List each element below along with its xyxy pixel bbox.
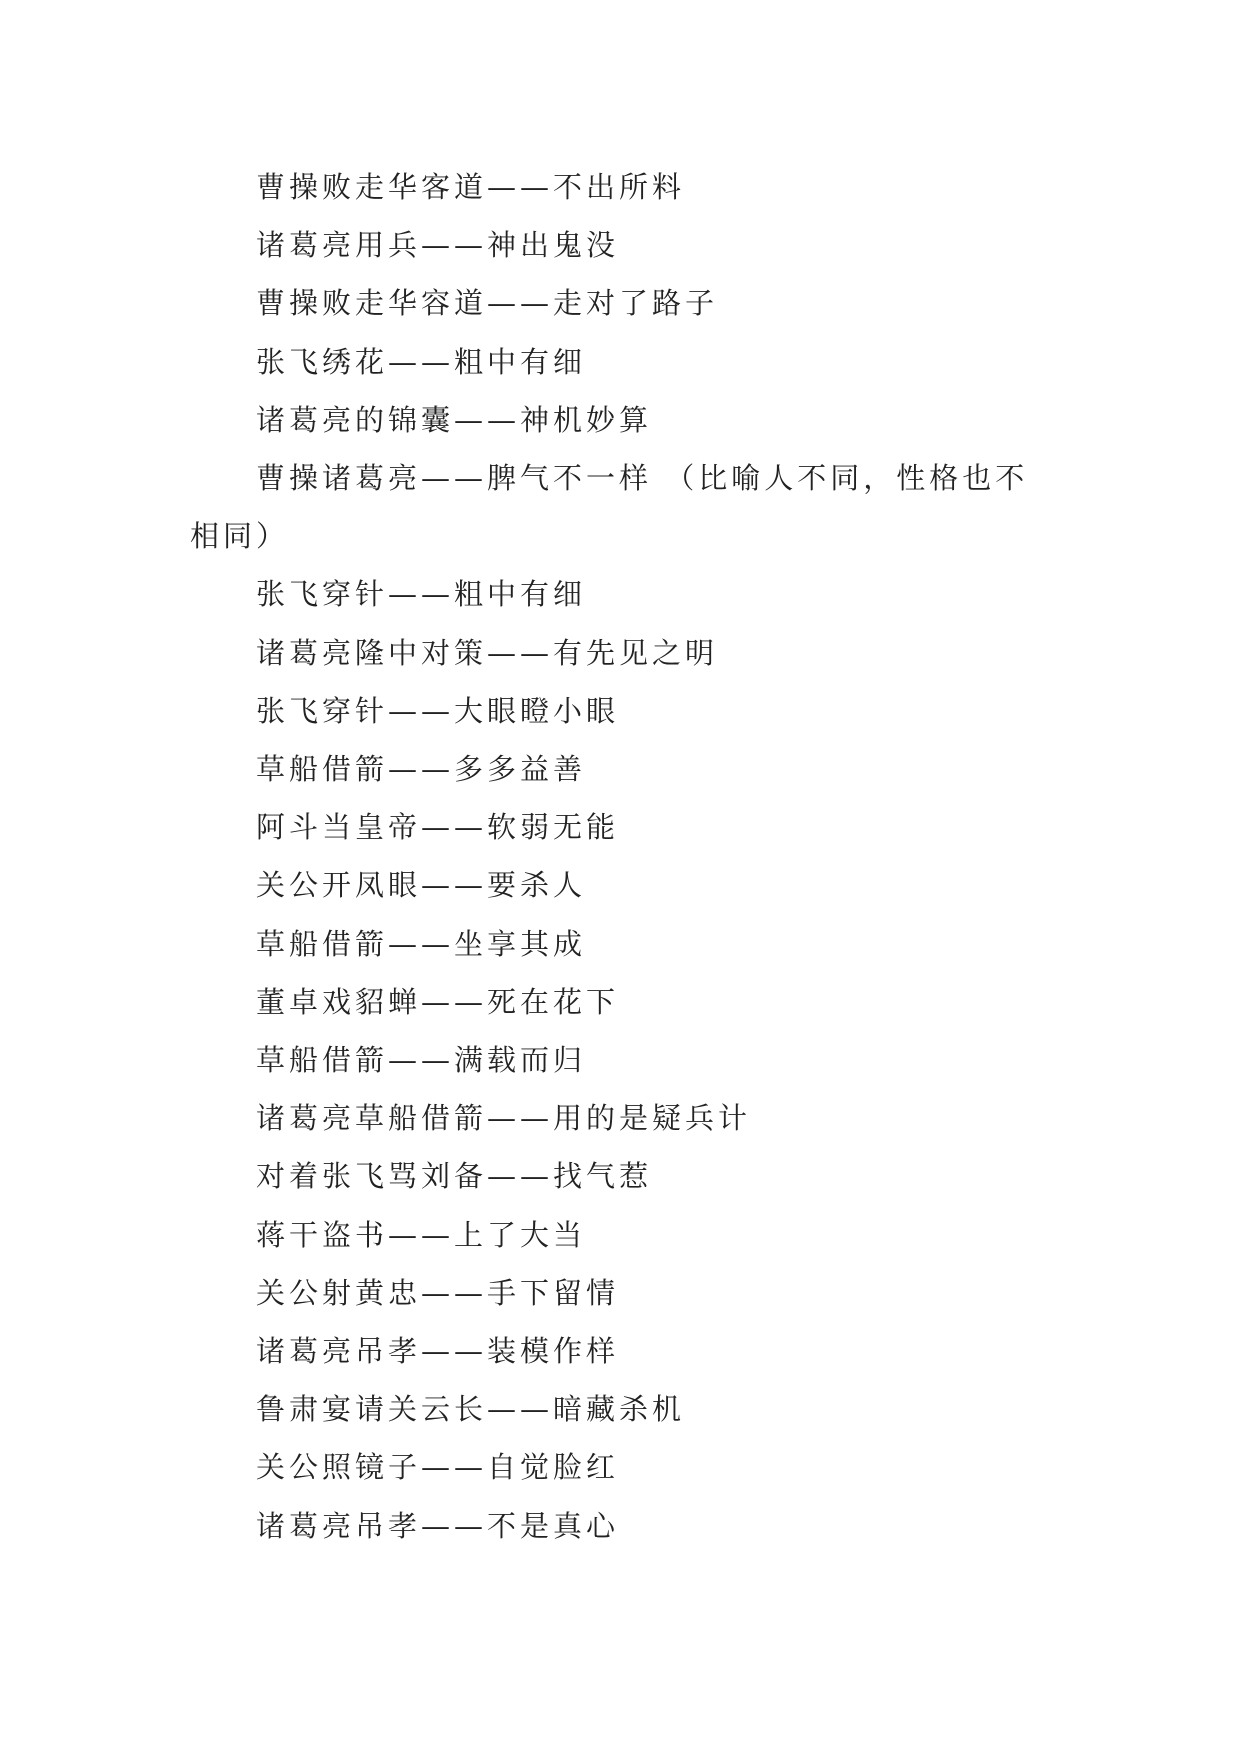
text-line: 诸葛亮草船借箭——用的是疑兵计 — [256, 1101, 752, 1136]
text-line: 蒋干盗书——上了大当 — [256, 1217, 587, 1252]
text-line: 草船借箭——多多益善 — [256, 752, 587, 787]
text-line: 关公照镜子——自觉脸红 — [256, 1450, 620, 1485]
document-body — [190, 158, 1050, 1555]
text-line: 董卓戏貂蝉——死在花下 — [256, 984, 620, 1019]
text-line: 草船借箭——坐享其成 — [256, 926, 587, 961]
text-line: 曹操败走华客道——不出所料 — [256, 170, 686, 204]
text-line: 诸葛亮隆中对策——有先见之明 — [256, 635, 719, 670]
text-line: 鲁肃宴请关云长——暗藏杀机 — [256, 1392, 686, 1427]
text-line: 张飞穿针——粗中有细 — [256, 577, 587, 612]
text-line: 曹操败走华容道——走对了路子 — [256, 286, 719, 321]
text-line: 诸葛亮的锦囊——神机妙算 — [256, 402, 653, 437]
text-line: 诸葛亮用兵——神出鬼没 — [256, 228, 620, 263]
text-line: 曹操诸葛亮——脾气不一样 （比喻人不同，性格也不相同） — [190, 461, 1029, 554]
text-line: 关公开凤眼——要杀人 — [256, 868, 587, 903]
text-line: 张飞穿针——大眼瞪小眼 — [256, 693, 620, 728]
text-line: 诸葛亮吊孝——装模作样 — [256, 1334, 620, 1369]
text-line: 关公射黄忠——手下留情 — [256, 1275, 620, 1310]
text-line: 草船借箭——满载而归 — [256, 1043, 587, 1078]
text-line: 阿斗当皇帝——软弱无能 — [256, 810, 620, 845]
text-line: 对着张飞骂刘备——找气惹 — [256, 1159, 653, 1194]
text-line: 诸葛亮吊孝——不是真心 — [256, 1508, 620, 1543]
text-line: 张飞绣花——粗中有细 — [256, 344, 587, 379]
